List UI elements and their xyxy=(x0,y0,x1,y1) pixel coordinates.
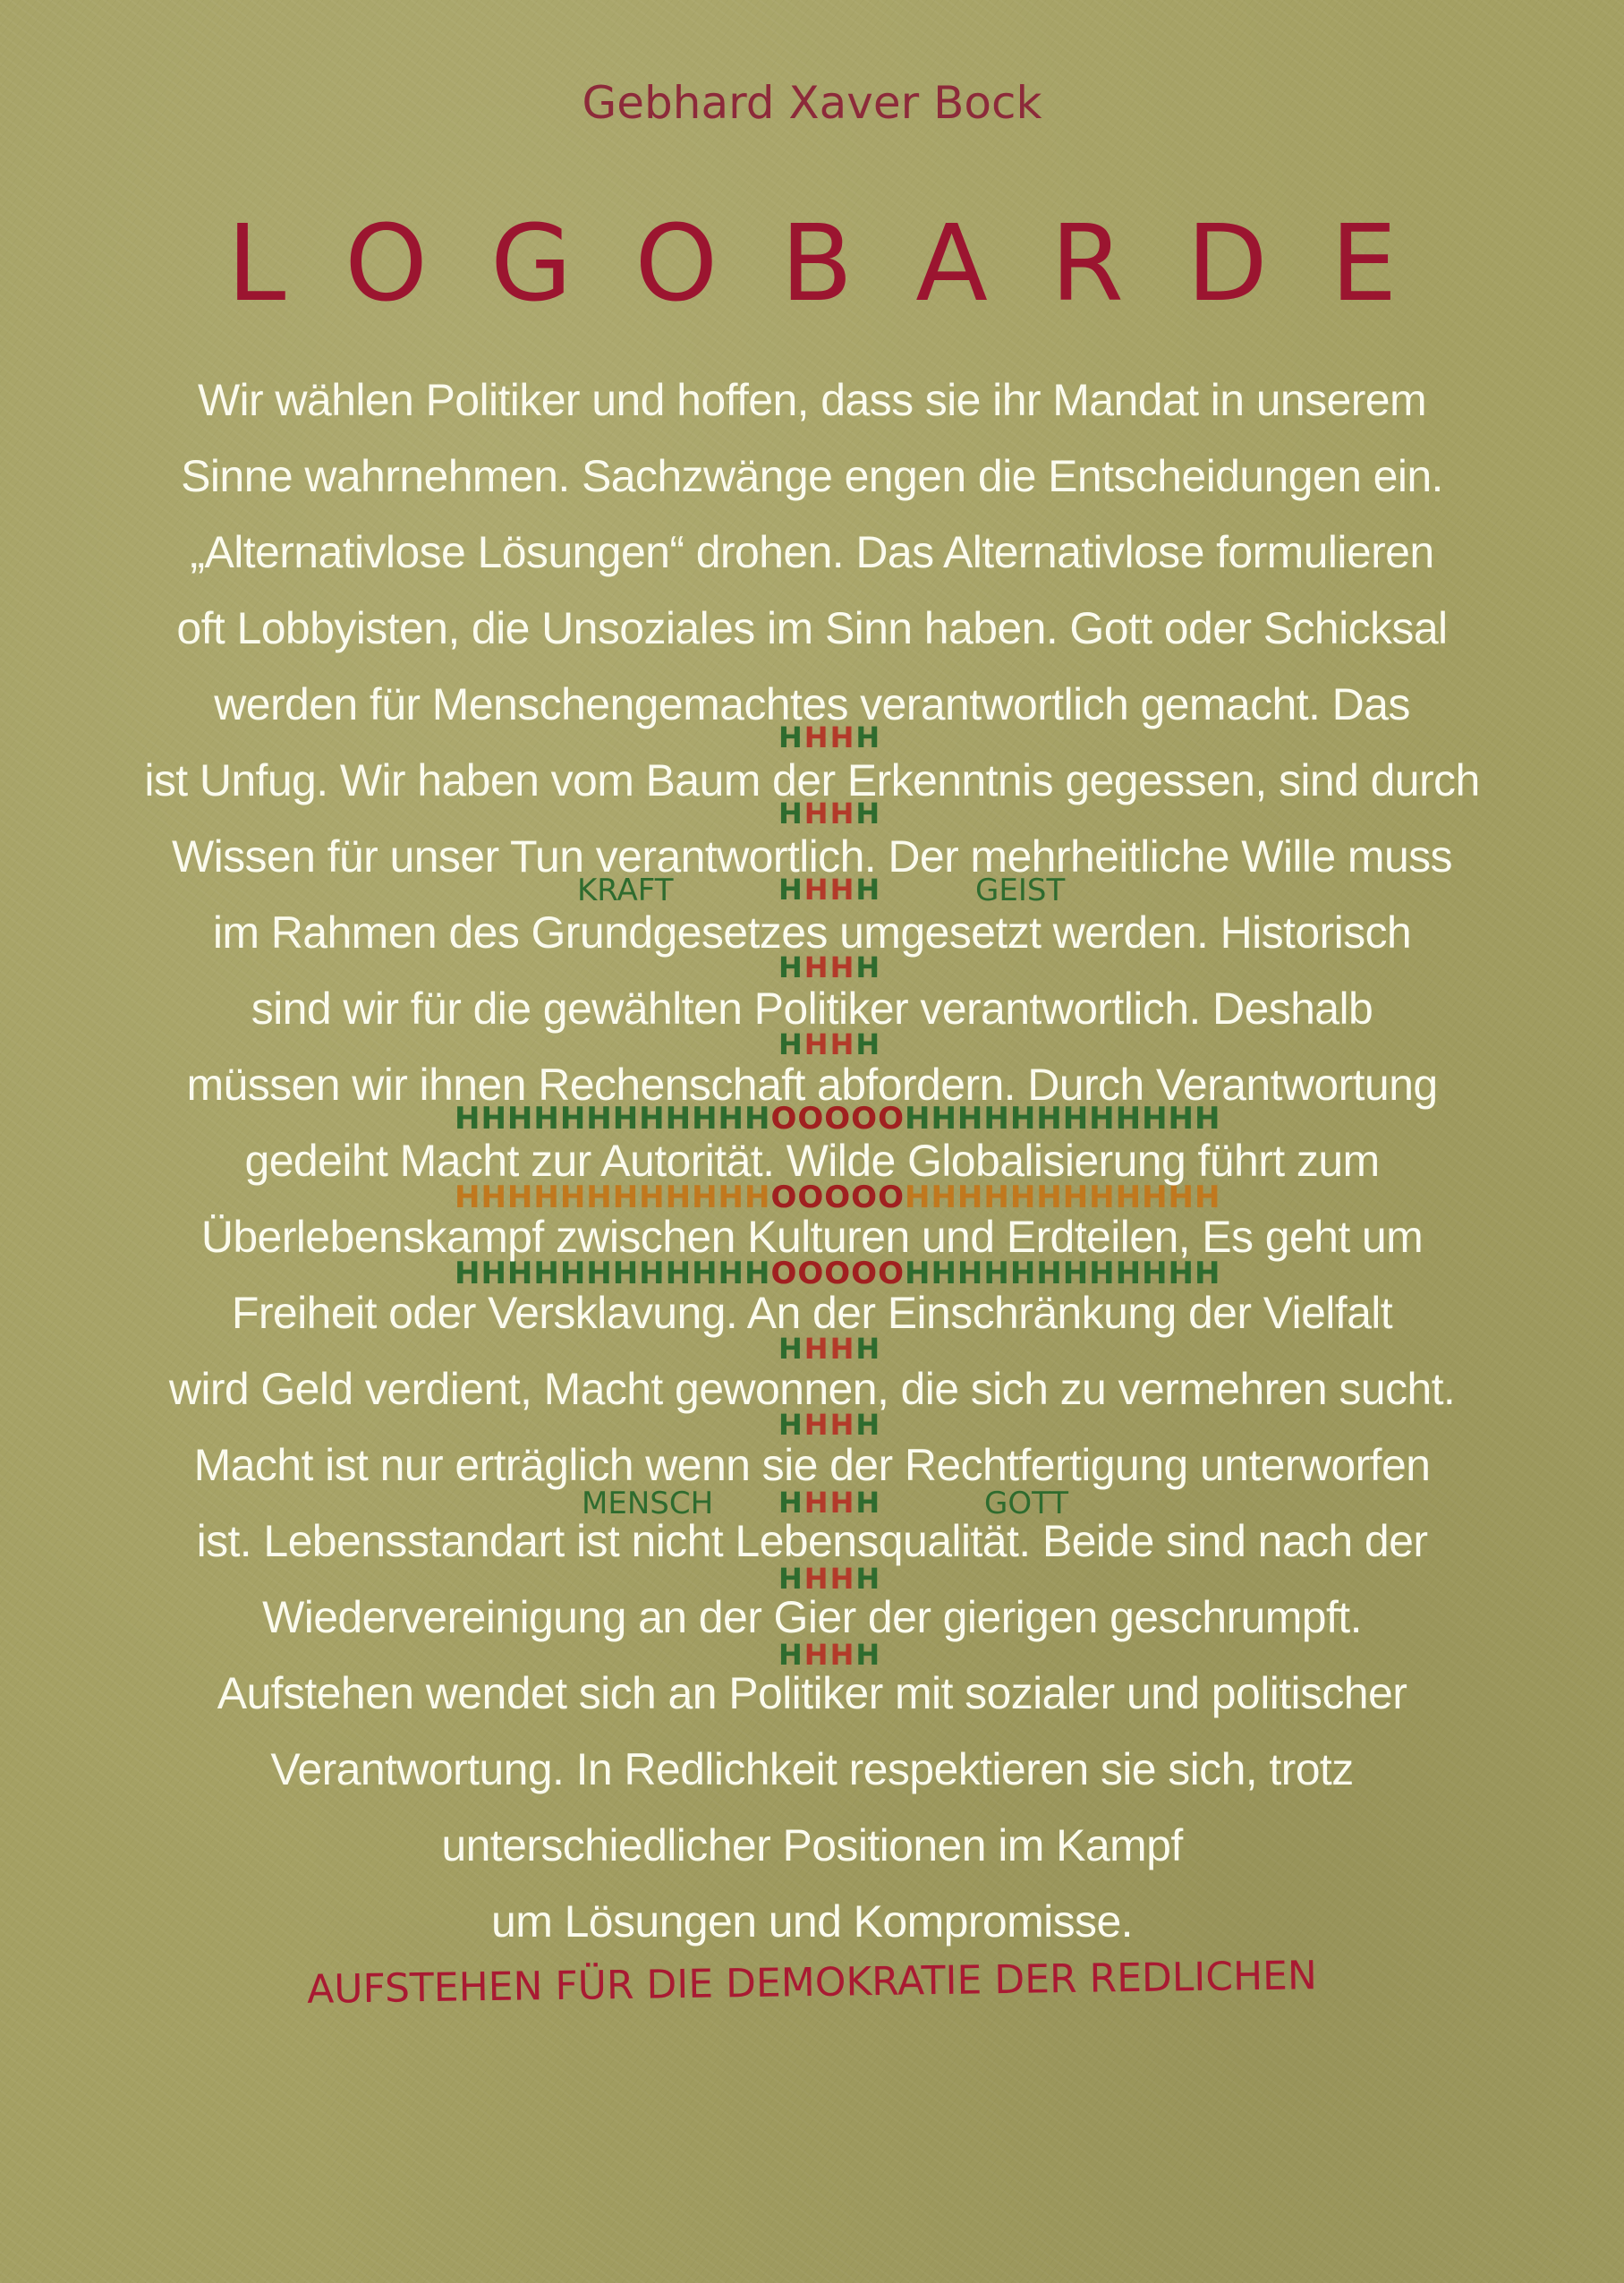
emblem-column-cell: HHHH xyxy=(778,873,882,907)
body-line: Sinne wahrnehmen. Sachzwänge engen die Entscheidungen ein. xyxy=(181,451,1443,501)
emblem-column-cell: HHHH xyxy=(778,796,882,831)
body-line: Verantwortung. In Redlichkeit respektieren sie sich, trotz xyxy=(270,1744,1354,1794)
author-name: Gebhard Xaver Bock xyxy=(582,77,1042,129)
emblem-word-geist: GEIST xyxy=(975,873,1066,908)
emblem-column-cell: HHHH xyxy=(778,1562,882,1596)
body-line: Macht ist nur erträglich wenn sie der Rechtfertigung unterworfen xyxy=(193,1440,1431,1490)
body-line: ist. Lebensstandart ist nicht Lebensqualität. Beide sind nach der xyxy=(196,1516,1428,1566)
emblem-column-cell: HHHH xyxy=(778,1638,882,1672)
body-line: Freiheit oder Versklavung. An der Einschränkung der Vielfalt xyxy=(231,1288,1393,1338)
body-line: Überlebenskampf zwischen Kulturen und Erdteilen, Es geht um xyxy=(200,1212,1424,1262)
emblem-column-cell: HHHH xyxy=(778,1027,882,1061)
body-line: sind wir für die gewählten Politiker verantwortlich. Deshalb xyxy=(251,984,1373,1034)
emblem-word-mensch: MENSCH xyxy=(582,1486,714,1521)
emblem-word-kraft: KRAFT xyxy=(577,873,674,908)
emblem-row: HHHHHHHHHHHHOOOOOHHHHHHHHHHHH xyxy=(455,1180,1221,1215)
body-line: im Rahmen des Grundgesetzes umgesetzt werden. Historisch xyxy=(212,907,1412,958)
emblem-column-cell: HHHH xyxy=(778,950,882,984)
emblem-word-gott: GOTT xyxy=(984,1486,1069,1521)
body-line: um Lösungen und Kompromisse. xyxy=(491,1896,1133,1947)
body-line: Aufstehen wendet sich an Politiker mit sozialer und politischer xyxy=(217,1668,1407,1718)
emblem-column-cell: HHHH xyxy=(778,1486,882,1520)
emblem-row: HHHHHHHHHHHHOOOOOHHHHHHHHHHHH xyxy=(455,1101,1221,1137)
emblem-column-cell: HHHH xyxy=(778,1332,882,1366)
emblem-column-cell: HHHH xyxy=(778,720,882,754)
poster-title: LOGOBARDE xyxy=(226,201,1460,325)
emblem-column-cell: HHHH xyxy=(778,1408,882,1442)
body-line: wird Geld verdient, Macht gewonnen, die sich zu vermehren sucht. xyxy=(168,1364,1456,1414)
body-line: werden für Menschengemachtes verantwortlich gemacht. Das xyxy=(214,679,1410,729)
body-line: gedeiht Macht zur Autorität. Wilde Globalisierung führt zum xyxy=(244,1136,1380,1186)
body-line: „Alternativlose Lösungen“ drohen. Das Alternativlose formulieren xyxy=(190,527,1434,577)
body-line: Wir wählen Politiker und hoffen, dass sie ihr Mandat in unserem xyxy=(197,375,1427,425)
emblem-row: HHHHHHHHHHHHOOOOOHHHHHHHHHHHH xyxy=(455,1256,1221,1291)
body-line: Wiedervereinigung an der Gier der gierigen geschrumpft. xyxy=(262,1592,1362,1642)
body-paragraph xyxy=(89,362,1535,1960)
body-line: oft Lobbyisten, die Unsoziales im Sinn haben. Gott oder Schicksal xyxy=(176,603,1448,653)
body-line: müssen wir ihnen Rechenschaft abfordern. Durch Verantwortung xyxy=(186,1060,1438,1110)
body-line: Wissen für unser Tun verantwortlich. Der mehrheitliche Wille muss xyxy=(172,831,1452,882)
slogan: AUFSTEHEN FÜR DIE DEMOKRATIE DER REDLICHEN xyxy=(306,1953,1318,2013)
body-line: unterschiedlicher Positionen im Kampf xyxy=(441,1820,1183,1870)
body-line: ist Unfug. Wir haben vom Baum der Erkenntnis gegessen, sind durch xyxy=(144,755,1480,805)
